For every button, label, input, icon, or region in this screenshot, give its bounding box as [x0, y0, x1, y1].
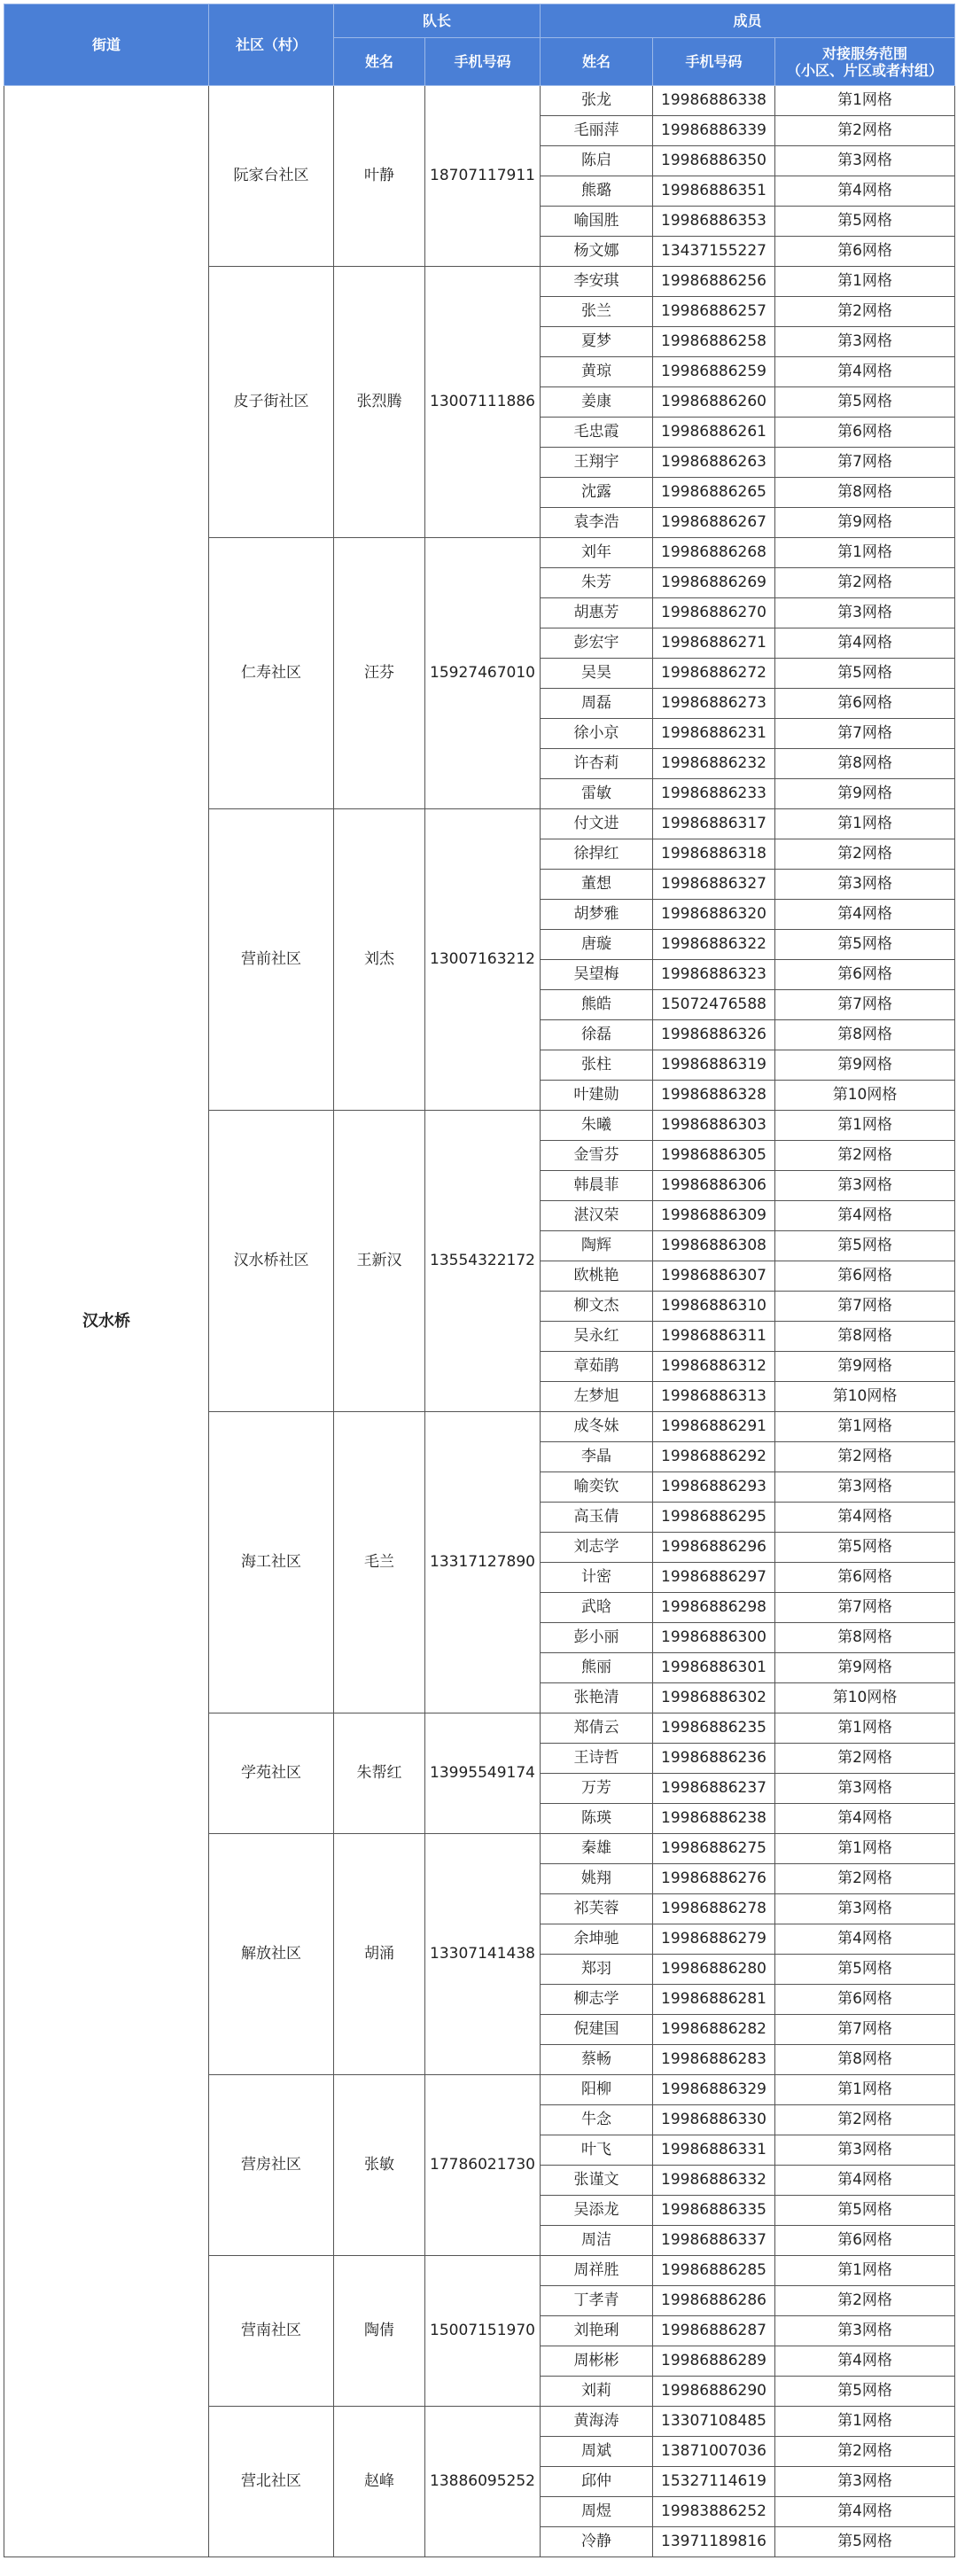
member-scope: 第4网格 — [775, 1804, 955, 1834]
member-phone: 19986886310 — [653, 1292, 775, 1322]
captain-name: 叶静 — [334, 86, 425, 267]
member-name: 陈瑛 — [541, 1804, 653, 1834]
member-scope: 第2网格 — [775, 568, 955, 598]
member-name: 邱仲 — [541, 2467, 653, 2497]
member-scope: 第1网格 — [775, 1713, 955, 1744]
member-name: 黄琼 — [541, 357, 653, 387]
member-scope: 第9网格 — [775, 508, 955, 538]
member-name: 陶辉 — [541, 1231, 653, 1261]
member-phone: 19986886306 — [653, 1171, 775, 1201]
member-scope: 第6网格 — [775, 960, 955, 990]
member-scope: 第8网格 — [775, 2045, 955, 2075]
member-name: 阳柳 — [541, 2075, 653, 2105]
member-phone: 19986886258 — [653, 327, 775, 357]
member-phone: 19986886290 — [653, 2377, 775, 2407]
community-name: 汉水桥社区 — [209, 1111, 334, 1412]
captain-name: 陶倩 — [334, 2256, 425, 2407]
member-name: 毛丽萍 — [541, 116, 653, 146]
member-phone: 13971189816 — [653, 2527, 775, 2557]
member-scope: 第4网格 — [775, 1503, 955, 1533]
member-phone: 13307108485 — [653, 2407, 775, 2437]
member-scope: 第9网格 — [775, 1352, 955, 1382]
header-scope-line1: 对接服务范围 — [822, 44, 908, 62]
member-phone: 19986886256 — [653, 267, 775, 297]
header-members: 成员 — [541, 4, 955, 38]
member-name: 张谨文 — [541, 2166, 653, 2196]
member-scope: 第5网格 — [775, 659, 955, 689]
header-captain-name: 姓名 — [334, 38, 425, 86]
member-phone: 19986886337 — [653, 2226, 775, 2256]
member-phone: 19986886330 — [653, 2105, 775, 2135]
captain-phone: 13554322172 — [425, 1111, 541, 1412]
member-name: 丁孝青 — [541, 2286, 653, 2316]
header-scope-line2: （小区、片区或者村组） — [787, 61, 944, 79]
member-scope: 第5网格 — [775, 387, 955, 418]
member-phone: 19986886283 — [653, 2045, 775, 2075]
member-phone: 19986886291 — [653, 1412, 775, 1442]
community-name: 营前社区 — [209, 809, 334, 1111]
member-name: 王翔宇 — [541, 448, 653, 478]
member-name: 沈露 — [541, 478, 653, 508]
member-phone: 19986886328 — [653, 1081, 775, 1111]
member-phone: 19986886338 — [653, 86, 775, 116]
member-phone: 19986886287 — [653, 2316, 775, 2346]
member-scope: 第5网格 — [775, 1533, 955, 1563]
member-scope: 第2网格 — [775, 1744, 955, 1774]
member-phone: 19986886267 — [653, 508, 775, 538]
member-phone: 19986886286 — [653, 2286, 775, 2316]
header-scope — [775, 38, 955, 86]
member-phone: 19986886260 — [653, 387, 775, 418]
member-phone: 19986886238 — [653, 1804, 775, 1834]
member-scope: 第2网格 — [775, 1864, 955, 1894]
header-street: 街道 — [4, 4, 209, 86]
community-name: 海工社区 — [209, 1412, 334, 1713]
member-scope: 第10网格 — [775, 1683, 955, 1713]
member-scope: 第9网格 — [775, 1050, 955, 1081]
member-name: 成冬妹 — [541, 1412, 653, 1442]
member-phone: 19986886327 — [653, 870, 775, 900]
member-scope: 第1网格 — [775, 2075, 955, 2105]
member-scope: 第3网格 — [775, 146, 955, 176]
member-scope: 第5网格 — [775, 207, 955, 237]
header-member-name: 姓名 — [541, 38, 653, 86]
grid-team-table — [4, 4, 955, 2557]
captain-name: 胡涌 — [334, 1834, 425, 2075]
member-name: 韩晨菲 — [541, 1171, 653, 1201]
member-scope: 第7网格 — [775, 2015, 955, 2045]
header-community: 社区（村） — [209, 4, 334, 86]
member-scope: 第5网格 — [775, 2196, 955, 2226]
member-phone: 19986886329 — [653, 2075, 775, 2105]
captain-phone: 17786021730 — [425, 2075, 541, 2256]
member-name: 胡惠芳 — [541, 598, 653, 628]
member-phone: 19986886281 — [653, 1985, 775, 2015]
member-name: 余坤驰 — [541, 1924, 653, 1955]
member-name: 熊璐 — [541, 176, 653, 207]
member-name: 周磊 — [541, 689, 653, 719]
member-phone: 19986886273 — [653, 689, 775, 719]
captain-phone: 13886095252 — [425, 2407, 541, 2557]
member-phone: 19986886279 — [653, 1924, 775, 1955]
member-phone: 19986886298 — [653, 1593, 775, 1623]
member-name: 雷敏 — [541, 779, 653, 809]
member-name: 姜康 — [541, 387, 653, 418]
member-name: 熊皓 — [541, 990, 653, 1020]
member-name: 喻国胜 — [541, 207, 653, 237]
member-scope: 第2网格 — [775, 2286, 955, 2316]
member-name: 欧桃艳 — [541, 1261, 653, 1292]
captain-phone: 18707117911 — [425, 86, 541, 267]
member-phone: 19986886323 — [653, 960, 775, 990]
member-name: 蔡畅 — [541, 2045, 653, 2075]
member-phone: 19986886263 — [653, 448, 775, 478]
member-phone: 19986886275 — [653, 1834, 775, 1864]
member-phone: 19986886261 — [653, 418, 775, 448]
member-name: 湛汉荣 — [541, 1201, 653, 1231]
member-name: 熊丽 — [541, 1653, 653, 1683]
community-name: 营北社区 — [209, 2407, 334, 2557]
member-name: 许杏莉 — [541, 749, 653, 779]
member-name: 吴望梅 — [541, 960, 653, 990]
community-name: 解放社区 — [209, 1834, 334, 2075]
member-phone: 19986886350 — [653, 146, 775, 176]
member-name: 陈启 — [541, 146, 653, 176]
member-phone: 19986886351 — [653, 176, 775, 207]
member-name: 胡梦雅 — [541, 900, 653, 930]
header-member-phone: 手机号码 — [653, 38, 775, 86]
member-phone: 19986886282 — [653, 2015, 775, 2045]
captain-phone: 13307141438 — [425, 1834, 541, 2075]
member-name: 金雪芬 — [541, 1141, 653, 1171]
captain-phone: 13995549174 — [425, 1713, 541, 1834]
member-name: 叶建勋 — [541, 1081, 653, 1111]
member-scope: 第1网格 — [775, 267, 955, 297]
member-name: 吴昊 — [541, 659, 653, 689]
member-scope: 第6网格 — [775, 1985, 955, 2015]
member-name: 刘年 — [541, 538, 653, 568]
table-body — [4, 86, 955, 2557]
member-name: 姚翔 — [541, 1864, 653, 1894]
member-phone: 19986886339 — [653, 116, 775, 146]
member-name: 黄海涛 — [541, 2407, 653, 2437]
member-name: 唐璇 — [541, 930, 653, 960]
member-scope: 第2网格 — [775, 1442, 955, 1472]
member-phone: 19986886353 — [653, 207, 775, 237]
community-name: 皮子街社区 — [209, 267, 334, 538]
member-phone: 19986886269 — [653, 568, 775, 598]
member-phone: 19986886278 — [653, 1894, 775, 1924]
member-name: 李安琪 — [541, 267, 653, 297]
member-scope: 第3网格 — [775, 870, 955, 900]
member-phone: 19986886308 — [653, 1231, 775, 1261]
member-phone: 19986886280 — [653, 1955, 775, 1985]
community-name: 营房社区 — [209, 2075, 334, 2256]
member-name: 杨文娜 — [541, 237, 653, 267]
captain-name: 朱帮红 — [334, 1713, 425, 1834]
member-scope: 第5网格 — [775, 930, 955, 960]
member-phone: 19986886235 — [653, 1713, 775, 1744]
captain-phone: 13317127890 — [425, 1412, 541, 1713]
member-scope: 第10网格 — [775, 1081, 955, 1111]
member-name: 朱曦 — [541, 1111, 653, 1141]
member-name: 刘艳琍 — [541, 2316, 653, 2346]
member-name: 夏梦 — [541, 327, 653, 357]
member-scope: 第4网格 — [775, 2346, 955, 2377]
member-scope: 第7网格 — [775, 448, 955, 478]
member-phone: 19986886271 — [653, 628, 775, 659]
member-scope: 第7网格 — [775, 990, 955, 1020]
member-name: 朱芳 — [541, 568, 653, 598]
community-name: 仁寿社区 — [209, 538, 334, 809]
member-name: 柳文杰 — [541, 1292, 653, 1322]
member-scope: 第6网格 — [775, 1261, 955, 1292]
member-name: 冷静 — [541, 2527, 653, 2557]
member-name: 倪建国 — [541, 2015, 653, 2045]
member-name: 柳志学 — [541, 1985, 653, 2015]
member-phone: 19986886236 — [653, 1744, 775, 1774]
member-phone: 19986886318 — [653, 839, 775, 870]
member-scope: 第4网格 — [775, 1201, 955, 1231]
member-scope: 第7网格 — [775, 719, 955, 749]
member-scope: 第3网格 — [775, 1894, 955, 1924]
member-phone: 19986886322 — [653, 930, 775, 960]
member-scope: 第2网格 — [775, 116, 955, 146]
member-scope: 第1网格 — [775, 86, 955, 116]
member-name: 刘莉 — [541, 2377, 653, 2407]
community-name: 学苑社区 — [209, 1713, 334, 1834]
member-name: 徐磊 — [541, 1020, 653, 1050]
member-phone: 13871007036 — [653, 2437, 775, 2467]
member-name: 毛忠霞 — [541, 418, 653, 448]
member-scope: 第2网格 — [775, 297, 955, 327]
member-phone: 19986886302 — [653, 1683, 775, 1713]
member-scope: 第1网格 — [775, 2256, 955, 2286]
member-name: 周祥胜 — [541, 2256, 653, 2286]
member-name: 喻奕钦 — [541, 1472, 653, 1503]
member-phone: 15072476588 — [653, 990, 775, 1020]
table-row — [4, 86, 955, 116]
member-scope: 第6网格 — [775, 418, 955, 448]
member-name: 万芳 — [541, 1774, 653, 1804]
member-scope: 第1网格 — [775, 1111, 955, 1141]
member-name: 叶飞 — [541, 2135, 653, 2166]
member-phone: 19986886301 — [653, 1653, 775, 1683]
member-phone: 19983886252 — [653, 2497, 775, 2527]
member-phone: 19986886331 — [653, 2135, 775, 2166]
member-scope: 第6网格 — [775, 237, 955, 267]
member-scope: 第6网格 — [775, 2226, 955, 2256]
member-name: 董想 — [541, 870, 653, 900]
member-phone: 19986886293 — [653, 1472, 775, 1503]
member-name: 徐小京 — [541, 719, 653, 749]
member-phone: 19986886276 — [653, 1864, 775, 1894]
member-phone: 19986886296 — [653, 1533, 775, 1563]
captain-phone: 15927467010 — [425, 538, 541, 809]
member-phone: 19986886231 — [653, 719, 775, 749]
member-phone: 19986886319 — [653, 1050, 775, 1081]
member-phone: 19986886320 — [653, 900, 775, 930]
member-scope: 第9网格 — [775, 1653, 955, 1683]
member-phone: 15327114619 — [653, 2467, 775, 2497]
member-scope: 第7网格 — [775, 1593, 955, 1623]
member-scope: 第5网格 — [775, 2527, 955, 2557]
captain-name: 张敏 — [334, 2075, 425, 2256]
member-phone: 19986886300 — [653, 1623, 775, 1653]
member-phone: 19986886313 — [653, 1382, 775, 1412]
community-name: 阮家台社区 — [209, 86, 334, 267]
member-name: 章茹鹃 — [541, 1352, 653, 1382]
member-scope: 第8网格 — [775, 1020, 955, 1050]
member-phone: 19986886265 — [653, 478, 775, 508]
member-scope: 第3网格 — [775, 2467, 955, 2497]
captain-name: 王新汉 — [334, 1111, 425, 1412]
member-name: 郑倩云 — [541, 1713, 653, 1744]
captain-phone: 13007163212 — [425, 809, 541, 1111]
member-scope: 第4网格 — [775, 1924, 955, 1955]
captain-name: 张烈腾 — [334, 267, 425, 538]
captain-name: 刘杰 — [334, 809, 425, 1111]
community-name: 营南社区 — [209, 2256, 334, 2407]
member-phone: 19986886285 — [653, 2256, 775, 2286]
member-scope: 第2网格 — [775, 2105, 955, 2135]
member-scope: 第1网格 — [775, 1834, 955, 1864]
captain-name: 赵峰 — [334, 2407, 425, 2557]
member-phone: 19986886303 — [653, 1111, 775, 1141]
member-name: 武晗 — [541, 1593, 653, 1623]
member-scope: 第3网格 — [775, 327, 955, 357]
member-name: 周洁 — [541, 2226, 653, 2256]
member-name: 袁李浩 — [541, 508, 653, 538]
captain-phone: 13007111886 — [425, 267, 541, 538]
member-phone: 19986886233 — [653, 779, 775, 809]
member-scope: 第4网格 — [775, 176, 955, 207]
member-name: 张龙 — [541, 86, 653, 116]
member-name: 左梦旭 — [541, 1382, 653, 1412]
member-name: 周煜 — [541, 2497, 653, 2527]
member-phone: 19986886312 — [653, 1352, 775, 1382]
member-scope: 第3网格 — [775, 1171, 955, 1201]
member-phone: 19986886311 — [653, 1322, 775, 1352]
member-scope: 第1网格 — [775, 809, 955, 839]
member-phone: 19986886257 — [653, 297, 775, 327]
member-phone: 19986886297 — [653, 1563, 775, 1593]
member-phone: 19986886317 — [653, 809, 775, 839]
member-name: 吴添龙 — [541, 2196, 653, 2226]
member-name: 吴永红 — [541, 1322, 653, 1352]
member-scope: 第8网格 — [775, 1623, 955, 1653]
member-name: 周斌 — [541, 2437, 653, 2467]
member-scope: 第7网格 — [775, 1292, 955, 1322]
member-name: 王诗哲 — [541, 1744, 653, 1774]
member-phone: 19986886332 — [653, 2166, 775, 2196]
member-name: 张艳清 — [541, 1683, 653, 1713]
member-scope: 第3网格 — [775, 2135, 955, 2166]
member-scope: 第3网格 — [775, 598, 955, 628]
member-name: 秦雄 — [541, 1834, 653, 1864]
member-scope: 第2网格 — [775, 1141, 955, 1171]
member-phone: 19986886259 — [653, 357, 775, 387]
member-phone: 19986886237 — [653, 1774, 775, 1804]
member-scope: 第4网格 — [775, 2166, 955, 2196]
member-name: 刘志学 — [541, 1533, 653, 1563]
member-name: 计密 — [541, 1563, 653, 1593]
member-name: 祁芙蓉 — [541, 1894, 653, 1924]
member-phone: 13437155227 — [653, 237, 775, 267]
member-name: 郑羽 — [541, 1955, 653, 1985]
member-scope: 第8网格 — [775, 1322, 955, 1352]
member-scope: 第1网格 — [775, 1412, 955, 1442]
member-name: 彭小丽 — [541, 1623, 653, 1653]
street-name: 汉水桥 — [4, 86, 209, 2557]
member-scope: 第6网格 — [775, 1563, 955, 1593]
member-phone: 19986886335 — [653, 2196, 775, 2226]
header-captain: 队长 — [334, 4, 541, 38]
member-scope: 第2网格 — [775, 839, 955, 870]
member-name: 牛念 — [541, 2105, 653, 2135]
header-row-1 — [4, 4, 955, 38]
member-phone: 19986886292 — [653, 1442, 775, 1472]
member-scope: 第4网格 — [775, 628, 955, 659]
member-scope: 第5网格 — [775, 1231, 955, 1261]
member-scope: 第2网格 — [775, 2437, 955, 2467]
member-scope: 第4网格 — [775, 900, 955, 930]
member-name: 高玉倩 — [541, 1503, 653, 1533]
captain-name: 汪芬 — [334, 538, 425, 809]
member-name: 周彬彬 — [541, 2346, 653, 2377]
member-scope: 第4网格 — [775, 357, 955, 387]
member-phone: 19986886268 — [653, 538, 775, 568]
member-name: 张柱 — [541, 1050, 653, 1081]
member-scope: 第1网格 — [775, 538, 955, 568]
captain-name: 毛兰 — [334, 1412, 425, 1713]
member-scope: 第8网格 — [775, 749, 955, 779]
member-scope: 第1网格 — [775, 2407, 955, 2437]
member-scope: 第3网格 — [775, 1472, 955, 1503]
member-phone: 19986886272 — [653, 659, 775, 689]
member-scope: 第8网格 — [775, 478, 955, 508]
member-name: 张兰 — [541, 297, 653, 327]
member-name: 李晶 — [541, 1442, 653, 1472]
member-scope: 第3网格 — [775, 1774, 955, 1804]
member-phone: 19986886307 — [653, 1261, 775, 1292]
member-scope: 第3网格 — [775, 2316, 955, 2346]
member-phone: 19986886295 — [653, 1503, 775, 1533]
member-scope: 第6网格 — [775, 689, 955, 719]
member-name: 付文进 — [541, 809, 653, 839]
member-name: 徐捍红 — [541, 839, 653, 870]
member-phone: 19986886305 — [653, 1141, 775, 1171]
member-phone: 19986886326 — [653, 1020, 775, 1050]
captain-phone: 15007151970 — [425, 2256, 541, 2407]
member-scope: 第9网格 — [775, 779, 955, 809]
member-scope: 第4网格 — [775, 2497, 955, 2527]
member-phone: 19986886232 — [653, 749, 775, 779]
member-phone: 19986886270 — [653, 598, 775, 628]
member-scope: 第5网格 — [775, 2377, 955, 2407]
header-captain-phone: 手机号码 — [425, 38, 541, 86]
member-phone: 19986886309 — [653, 1201, 775, 1231]
member-name: 彭宏宇 — [541, 628, 653, 659]
member-scope: 第5网格 — [775, 1955, 955, 1985]
member-scope: 第10网格 — [775, 1382, 955, 1412]
member-phone: 19986886289 — [653, 2346, 775, 2377]
